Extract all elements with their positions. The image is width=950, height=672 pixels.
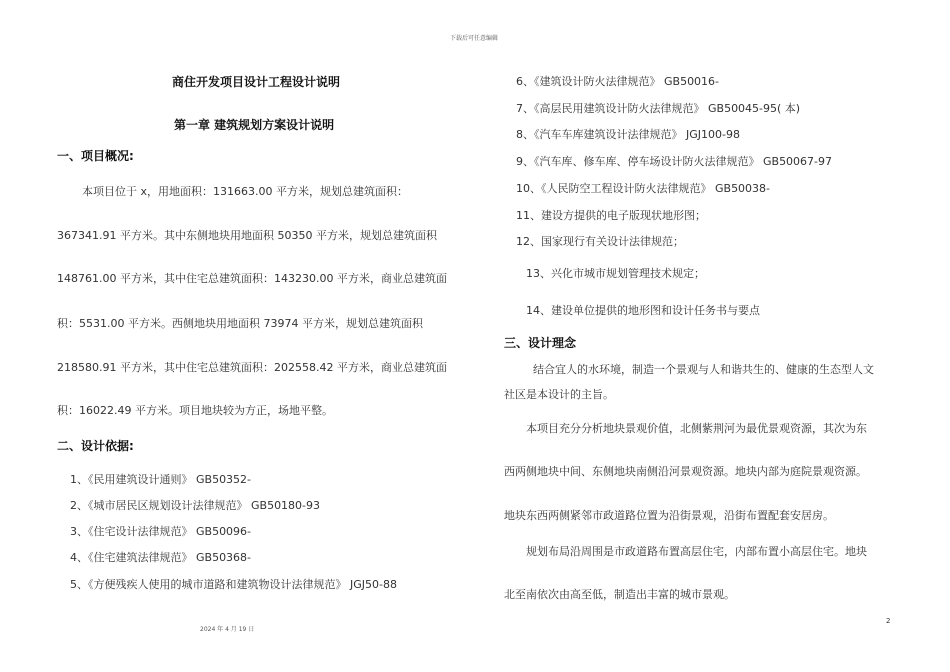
basis-item: 14、建设单位提供的地形图和设计任务书与要点 <box>526 304 760 317</box>
section-heading-overview: 一、项目概况: <box>57 149 134 163</box>
section-heading-concept: 三、设计理念 <box>504 336 577 350</box>
concept-line: 结合宜人的水环境，制造一个景观与人和谐共生的、健康的生态型人文 <box>533 363 874 376</box>
concept-line: 地块东西两侧紧邻市政道路位置为沿街景观，沿街布置配套安居房。 <box>504 509 834 522</box>
overview-line: 148761.00 平方米，其中住宅总建筑面积：143230.00 平方米，商业总建筑面 <box>57 272 447 285</box>
document-title: 商住开发项目设计工程设计说明 <box>172 75 341 89</box>
basis-item: 4、《住宅建筑法律规范》 GB50368- <box>70 551 252 564</box>
overview-line: 218580.91 平方米，其中住宅总建筑面积：202558.42 平方米，商业总建筑面 <box>57 361 447 374</box>
section-heading-basis: 二、设计依据: <box>57 439 134 453</box>
overview-line: 积：5531.00 平方米。西侧地块用地面积 73974 平方米，规划总建筑面积 <box>57 317 423 330</box>
concept-line: 西两侧地块中间、东侧地块南侧沿河景观资源。地块内部为庭院景观资源。 <box>504 465 867 478</box>
basis-item: 3、《住宅设计法律规范》 GB50096- <box>70 525 252 538</box>
page-number: 2 <box>886 617 891 625</box>
concept-line: 本项目充分分析地块景观价值，北侧紫荆河为最优景观资源，其次为东 <box>526 422 867 435</box>
overview-line: 367341.91 平方米。其中东侧地块用地面积 50350 平方米，规划总建筑面积 <box>57 229 437 242</box>
concept-line: 北至南依次由高至低，制造出丰富的城市景观。 <box>504 588 735 601</box>
basis-item: 8、《汽车车库建筑设计法律规范》 JGJ100-98 <box>516 128 740 141</box>
chapter-title: 第一章 建筑规划方案设计说明 <box>174 118 335 132</box>
basis-item: 7、《高层民用建筑设计防火法律规范》 GB50045-95( 本) <box>516 102 801 115</box>
basis-item: 2、《城市居民区规划设计法律规范》 GB50180-93 <box>70 499 321 512</box>
overview-line: 积：16022.49 平方米。项目地块较为方正，场地平整。 <box>57 404 333 417</box>
basis-item: 12、国家现行有关设计法律规范； <box>516 235 684 248</box>
basis-item: 10、《人民防空工程设计防火法律规范》 GB50038- <box>516 182 771 195</box>
header-note: 下载后可任意编辑 <box>450 35 499 42</box>
overview-line: 本项目位于 x，用地面积：131663.00 平方米，规划总建筑面积： <box>82 185 408 198</box>
basis-item: 13、兴化市城市规划管理技术规定； <box>526 267 705 280</box>
basis-item: 5、《方便残疾人使用的城市道路和建筑物设计法律规范》 JGJ50-88 <box>70 578 397 591</box>
basis-item: 1、《民用建筑设计通则》 GB50352- <box>70 473 252 486</box>
footer-date: 2024 年 4 月 19 日 <box>200 626 255 633</box>
basis-item: 11、建设方提供的电子版现状地形图； <box>516 209 706 222</box>
concept-line: 规划布局沿周围是市政道路布置高层住宅，内部布置小高层住宅。地块 <box>526 545 867 558</box>
concept-line: 社区是本设计的主旨。 <box>504 388 614 401</box>
basis-item: 6、《建筑设计防火法律规范》 GB50016- <box>516 75 720 88</box>
basis-item: 9、《汽车库、修车库、停车场设计防火法律规范》 GB50067-97 <box>516 155 833 168</box>
